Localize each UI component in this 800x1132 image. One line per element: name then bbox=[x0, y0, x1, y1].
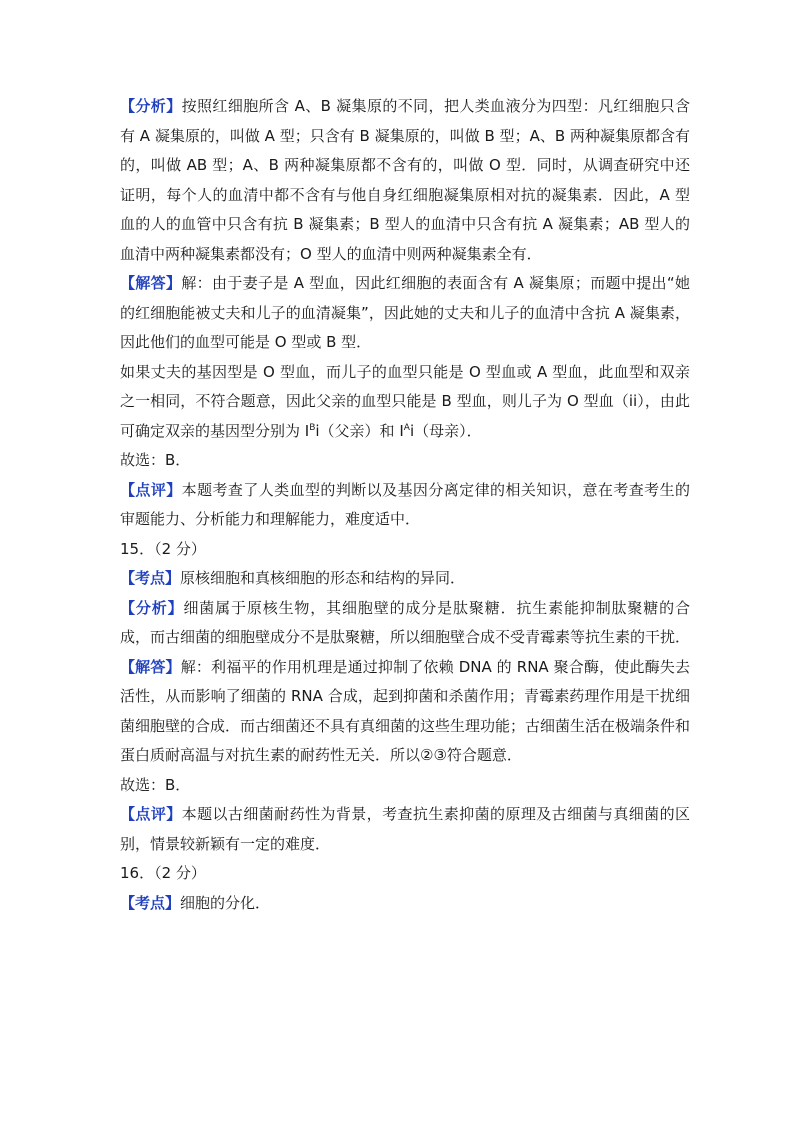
comment-tag: 【点评】 bbox=[120, 480, 182, 499]
q14-solution-continued bbox=[120, 358, 690, 447]
superscript-b: B bbox=[309, 422, 316, 433]
topic-text: 细胞的分化． bbox=[180, 893, 271, 912]
q15-solution bbox=[120, 653, 690, 771]
superscript-a: A bbox=[403, 422, 410, 433]
q15-answer: 故选：B． bbox=[120, 775, 191, 794]
q14-comment bbox=[120, 476, 690, 535]
q16-topic bbox=[120, 889, 690, 919]
genotype-mother: i（母亲）． bbox=[409, 421, 482, 440]
q16-number: 16．（2 分） bbox=[120, 864, 206, 882]
solution-text: 解：利福平的作用机理是通过抑制了依赖 DNA 的 RNA 聚合酶，使此酶失去活性，从而影响了细菌的 RNA 合成，起到抑菌和杀菌作用；青霉素药理作用是干扰细菌细胞壁的合成．而古细菌还不具有真细菌的这些生理功能；古细菌生活在极端条件和蛋白质耐高温与对抗生素的耐药性无关．所以②③符合题意． bbox=[120, 657, 691, 764]
comment-text: 本题以古细菌耐药性为背景，考查抗生素抑菌的原理及古细菌与真细菌的区别，情景较新颖有一定的难度． bbox=[120, 805, 690, 853]
q14-solution bbox=[120, 269, 690, 358]
document-body bbox=[120, 92, 690, 918]
topic-text: 原核细胞和真核细胞的形态和结构的异同． bbox=[180, 569, 466, 587]
q14-analysis bbox=[120, 92, 690, 269]
q15-comment bbox=[120, 800, 690, 859]
topic-tag: 【考点】 bbox=[120, 569, 181, 587]
q15-analysis bbox=[120, 594, 690, 653]
solution-tag: 【解答】 bbox=[120, 657, 181, 676]
solution-text: 解：由于妻子是 A 型血，因此红细胞的表面含有 A 凝集原；而题中提出“她的红细胞能被丈夫和儿子的血清凝集”，因此她的丈夫和儿子的血清中含抗 A 凝集素，因此他们的血型可能是 O 型或 B 型． bbox=[120, 274, 690, 351]
solution-text-2: 如果丈夫的基因型是 O 型血，而儿子的血型只能是 O 型血或 A 型血，此血型和双亲之一相同，不符合题意，因此父亲的血型只能是 B 型血，则儿子为 O 型血（ii），由此可确定双亲的基因型分别为 I bbox=[120, 362, 690, 440]
q15-number: 15．（2 分） bbox=[120, 539, 206, 558]
solution-tag: 【解答】 bbox=[120, 274, 182, 292]
genotype-father: i（父亲）和 I bbox=[315, 421, 404, 440]
comment-text: 本题考查了人类血型的判断以及基因分离定律的相关知识，意在考查考生的审题能力、分析能力和理解能力，难度适中． bbox=[120, 480, 690, 528]
q15-topic bbox=[120, 564, 690, 594]
topic-tag: 【考点】 bbox=[120, 893, 181, 912]
analysis-text: 细菌属于原核生物，其细胞壁的成分是肽聚糖．抗生素能抑制肽聚糖的合成，而古细菌的细胞壁成分不是肽聚糖，所以细胞壁合成不受青霉素等抗生素的干扰． bbox=[120, 598, 691, 646]
analysis-tag: 【分析】 bbox=[120, 598, 184, 617]
analysis-text: 按照红细胞所含 A、B 凝集原的不同，把人类血液分为四型：凡红细胞只含有 A 凝集原的，叫做 A 型；只含有 B 凝集原的，叫做 B 型；A、B 两种凝集原都含有的，叫做 AB 型；A、B 两种凝集原都不含有的，叫做 O 型．同时，从调查研究中还证明，每个人的血清中都不含有与他自身红细胞凝集原相对抗的凝集素．因此，A 型血的人的血管中只含有抗 B 凝集素；B 型人的血清中只含有抗 A 凝集素；AB 型人的血清中两种凝集素都没有；O 型人的血清中则两种凝集素全有． bbox=[120, 97, 690, 263]
analysis-tag: 【分析】 bbox=[120, 97, 182, 115]
q14-answer: 故选：B． bbox=[120, 451, 191, 469]
comment-tag: 【点评】 bbox=[120, 805, 182, 823]
